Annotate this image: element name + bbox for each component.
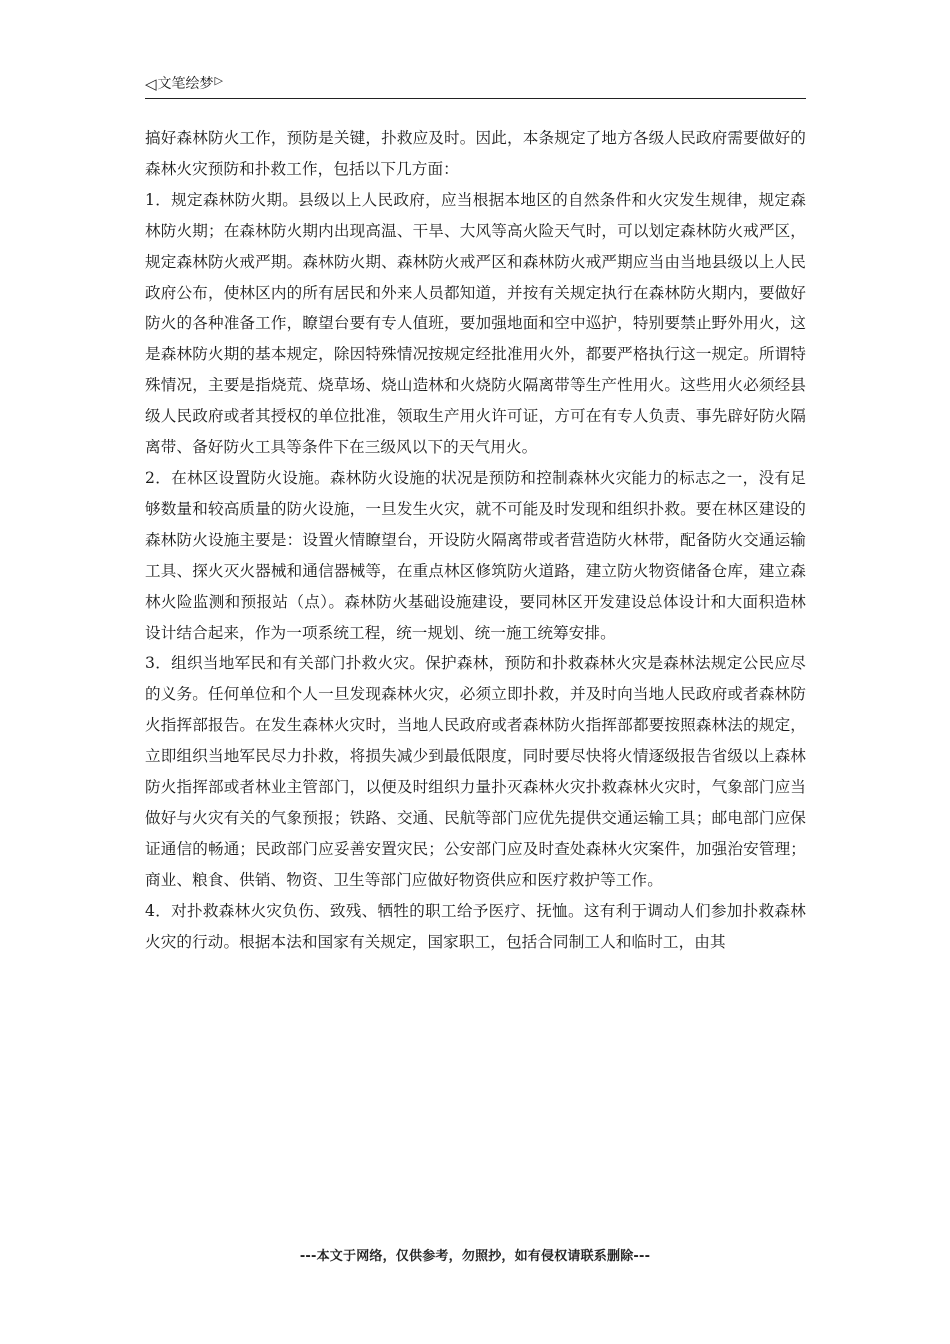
paragraph-item-4: 4．对扑救森林火灾负伤、致残、牺牲的职工给予医疗、抚恤。这有利于调动人们参加扑救森林火灾的行动。根据本法和国家有关规定，国家职工，包括合同制工人和临时工，由其 — [145, 901, 806, 951]
paragraph-item-1: 1．规定森林防火期。县级以上人民政府，应当根据本地区的自然条件和火灾发生规律，规定森林防火期；在森林防火期内出现高温、干旱、大风等高火险天气时，可以划定森林防火戒严区，规定森林防火戒严期。森林防火期、森林防火戒严区和森林防火戒严期应当由当地县级以上人民政府公布，使林区内的所有居民和外来人员都知道，并按有关规定执行在森林防火期内，要做好防火的各种准备工作，瞭望台要有专人值班，要加强地面和空中巡护，特别要禁止野外用火，这是森林防火期的基本规定，除因特殊情况按规定经批准用火外，都要严格执行这一规定。所谓特殊情况，主要是指烧荒、烧草场、烧山造林和火烧防火隔离带等生产性用火。这些用火必须经县级人民政府或者其授权的单位批准，领取生产用火许可证，方可在有专人负责、事先辟好防火隔离带、备好防火工具等条件下在三级风以下的天气用火。 — [145, 190, 806, 457]
document-body — [145, 123, 806, 957]
paragraph-item-3: 3．组织当地军民和有关部门扑救火灾。保护森林，预防和扑救森林火灾是森林法规定公民应尽的义务。任何单位和个人一旦发现森林火灾，必须立即扑救，并及时向当地人民政府或者森林防火指挥部报告。在发生森林火灾时，当地人民政府或者森林防火指挥部都要按照森林法的规定，立即组织当地军民尽力扑救，将损失减少到最低限度，同时要尽快将火情逐级报告省级以上森林防火指挥部或者林业主管部门，以便及时组织力量扑灭森林火灾扑救森林火灾时，气象部门应当做好与火灾有关的气象预报；铁路、交通、民航等部门应优先提供交通运输工具；邮电部门应保证通信的畅通；民政部门应妥善安置灾民；公安部门应及时查处森林火灾案件，加强治安管理；商业、粮食、供销、物资、卫生等部门应做好物资供应和医疗救护等工作。 — [145, 654, 806, 889]
page-header — [145, 74, 806, 99]
footer-notice: ---本文于网络，仅供参考，勿照抄，如有侵权请联系删除--- — [299, 1249, 651, 1264]
paragraph-item-2: 2．在林区设置防火设施。森林防火设施的状况是预防和控制森林火灾能力的标志之一，没有足够数量和较高质量的防火设施，一旦发生火灾，就不可能及时发现和组织扑救。要在林区建设的森林防火设施主要是：设置火情瞭望台，开设防火隔离带或者营造防火林带，配备防火交通运输工具、探火灭火器械和通信器械等，在重点林区修筑防火道路，建立防火物资储备仓库，建立森林火险监测和预报站（点）。森林防火基础设施建设，要同林区开发建设总体设计和大面积造林设计结合起来，作为一项系统工程，统一规划、统一施工统筹安排。 — [145, 468, 806, 642]
triangle-right-icon: ▷ — [214, 74, 224, 87]
paragraph-intro: 搞好森林防火工作，预防是关键，扑救应及时。因此，本条规定了地方各级人民政府需要做好的森林火灾预防和扑救工作，包括以下几方面： — [145, 129, 806, 178]
triangle-left-icon: ◁ — [145, 75, 157, 93]
header-brand: 文笔绘梦 — [157, 76, 214, 92]
